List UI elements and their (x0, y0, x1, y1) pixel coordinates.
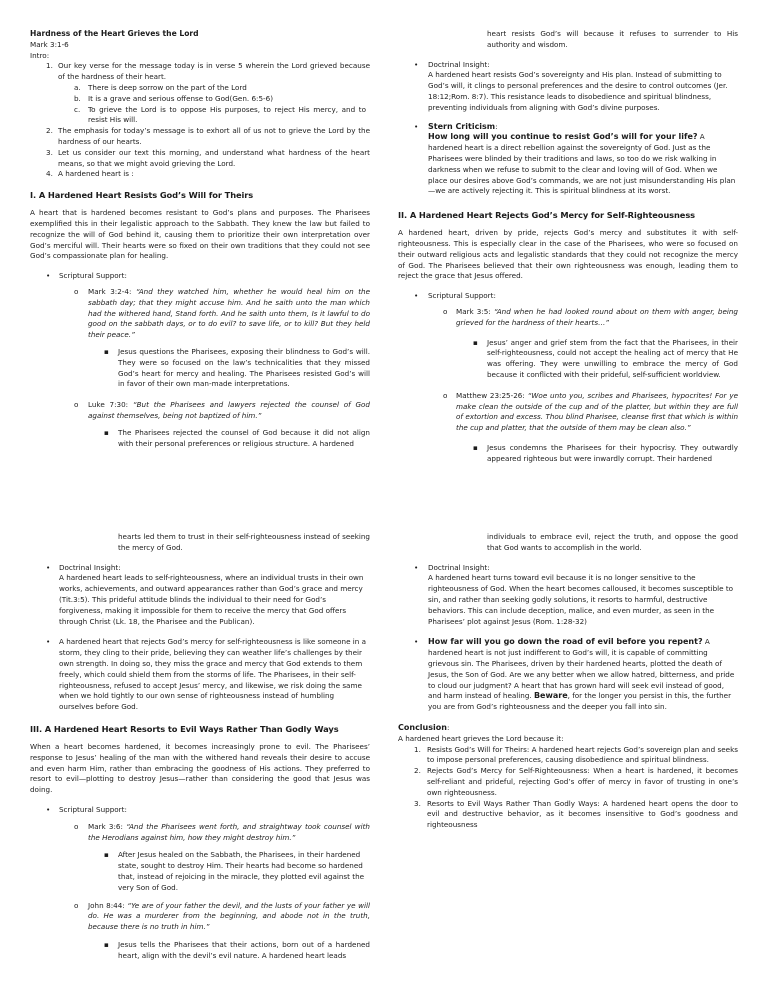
verse-note: ▪ Jesus tells the Pharisees that their actions, born out of a hardened heart, align with the devil’s evil nature. A hardened heart leads (104, 939, 370, 960)
square-bullet-icon: ▪ (473, 337, 478, 347)
verse-note: ▪ Jesus’ anger and grief stem from the fact that the Pharisees, in their self-righteousness, could not accept the healing act of mercy that He was offering. They were unwilling to embrace the mercy of God because it conflicted with their prideful, self-sufficient worldview. (473, 337, 738, 379)
circle-bullet-icon: o (74, 821, 79, 831)
intro-subitem: c. To grieve the Lord is to oppose His purposes, to reject His mercy, and to resist His will. (74, 104, 366, 125)
conclusion-heading: Conclusion: (398, 722, 450, 732)
doctrinal-insight-bullet: • Doctrinal Insight: A hardened heart resists God’s sovereignty and His plan. Instead of submitting to God’s will, it clings to personal preferences and the desire to control outcomes (Jer. 18:12;Rom. 8:7). This resistance leads to disobedience and spiritual blindness, preventing individuals from aligning with God’s divine purposes. (414, 59, 728, 112)
intro-item: 3. Let us consider our text this morning, and understand what hardness of the heart means, so that we might avoid grieving the Lord. (46, 147, 370, 168)
intro-label: Intro: (30, 50, 50, 60)
continued-text: heart resists God’s will because it refuses to surrender to His authority and wisdom. (487, 29, 738, 49)
conclusion-item: 2. Rejects God’s Mercy for Self-Righteousness: When a heart is hardened, it becomes self-reliant and prideful, rejecting God’s offer of mercy in favor of trusting in one’s own righteousness. (414, 766, 738, 797)
square-bullet-icon: ▪ (104, 939, 109, 949)
circle-bullet-icon: o (74, 286, 79, 296)
continued-text: individuals to embrace evil, reject the truth, and oppose the good that God wants to accomplish in the world. (487, 532, 738, 552)
doctrinal-insight-bullet: • Doctrinal Insight: A hardened heart turns toward evil because it is no longer sensitive to the righteousness of God. When the heart becomes calloused, it becomes susceptible to sin, and rather than seeking godly solutions, it resorts to harmful, destructive behaviors. This can include deception, malice, and even murder, as seen in the Pharisees’ plot against Jesus (Rom. 1:28-32) (414, 562, 734, 626)
verse-note: ▪ Jesus condemns the Pharisees for their hypocrisy. They outwardly appeared righteous but were inwardly corrupt. Their hardened (473, 442, 738, 463)
bullet-icon: • (46, 271, 51, 281)
square-bullet-icon: ▪ (104, 850, 109, 860)
bullet-icon: • (46, 637, 51, 647)
bullet-icon: • (414, 562, 419, 572)
square-bullet-icon: ▪ (473, 442, 478, 452)
conclusion-list (398, 745, 738, 831)
verse-item: o Luke 7:30: “But the Pharisees and lawyers rejected the counsel of God against themselves, being not baptized of him.” (74, 400, 370, 420)
intro-item: 1. Our key verse for the message today is in verse 5 wherein the Lord grieved because of the hardness of their heart. a. There is deep sorrow on the part of the Lord b. It is a grave and serious offense to God(Gen. 6:5-6) c. To grieve the Lord is to oppose His purposes, to reject His mercy, and to resist His will. (46, 61, 370, 125)
square-bullet-icon: ▪ (104, 346, 109, 356)
section-2-paragraph: A hardened heart, driven by pride, rejects God’s mercy and substitutes it with self-righteousness. This is especially clear in the case of the Pharisees, who were so focused on their outward religious acts and legalistic standards that they could not recognize the mercy of God. The Pharisees believed that their own righteousness was enough, leading them to reject the grace that Jesus offered. (398, 228, 738, 281)
bullet-icon: • (414, 637, 419, 647)
circle-bullet-icon: o (443, 306, 448, 316)
page1-right-column (398, 29, 738, 465)
verse-item: o Mark 3:2-4: “And they watched him, whether he would heal him on the sabbath day; that they might accuse him. And he saith unto the man which had the withered hand, Stand forth. And he saith unto them, Is it lawful to do good on the sabbath days, or to do evil? to save life, or to kill? But they held their peace.” (74, 286, 370, 340)
intro-list (30, 61, 370, 180)
verse-item: o Mark 3:6: “And the Pharisees went forth, and straightway took counsel with the Herodians against him, how they might destroy him.” (74, 821, 370, 842)
page2-left-column (30, 532, 370, 962)
section-1-paragraph: A heart that is hardened becomes resistant to God’s plans and purposes. The Pharisees exemplified this in their legalistic approach to the Sabbath. They knew the law but failed to recognize the will of God behind it, causing them to prioritize their own interpretation over God’s merciful will. Their hearts were so fixed on their own traditions that they could not see God’s compassionate plan for healing. (30, 208, 370, 261)
how-far-bullet: • How far will you go down the road of evil before you repent? A hardened heart is not just indifferent to God’s will, it is capable of committing grievous sin. The Pharisees, driven by their hardened hearts, plotted the death of Jesus, the Son of God. Are we any better when we allow hatred, bitterness, and pride to cloud our judgment? A heart that has grown hard will seek evil instead of good, and harm instead of healing. Beware, for the longer you persist in this, the further you are from God’s righteousness and the deeper you fall into sin. (414, 637, 735, 712)
section-3-heading: III. A Hardened Heart Resorts to Evil Ways Rather Than Godly Ways (30, 723, 339, 734)
doctrinal-insight-bullet: • Doctrinal Insight: A hardened heart leads to self-righteousness, where an individual trusts in their own works, achievements, and outward appearances rather than God’s grace and mercy (Tit.3:5). This prideful attitude blinds the individual to their need for God’s forgiveness, making it impossible for them to receive the mercy that God offers through Christ (Lk. 18, the Pharisee and the Publican). (46, 562, 364, 626)
circle-bullet-icon: o (74, 900, 79, 910)
conclusion-item: 3. Resorts to Evil Ways Rather Than Godly Ways: A hardened heart opens the door to evil and destructive behavior, as it becomes insensitive to God’s goodness and righteousness (414, 798, 738, 830)
intro-subitem: b. It is a grave and serious offense to God(Gen. 6:5-6) (74, 93, 273, 103)
storm-illustration-bullet: • A hardened heart that rejects God’s mercy for self-righteousness is like someone in a storm, they cling to their pride, believing they can weather life’s challenges by their own strength. In doing so, they miss the grace and mercy that God extends to them freely, which could shield them from the storms of life. The Pharisees, in their self-righteousness, refused to accept Jesus’ mercy, and likewise, we risk doing the same when we hold tightly to our own sense of righteousness instead of humbling ourselves before God. (46, 637, 367, 712)
verse-note: ▪ After Jesus healed on the Sabbath, the Pharisees, in their hardened state, sought to destroy Him. Their hearts had become so hardened that, instead of rejoicing in the miracle, they plotted evil against the very Son of God. (104, 850, 365, 892)
intro-item: 4. A hardened heart is : (46, 169, 134, 179)
conclusion-item: 1. Resists God’s Will for Theirs: A hardened heart rejects God’s sovereign plan and seeks to impose personal preferences, causing disobedience and spiritual blindness. (414, 744, 738, 765)
stern-criticism-bullet: • Stern Criticism: How long will you continue to resist God’s will for your life? A hardened heart is a direct rebellion against the sovereignty of God. Just as the Pharisees were blinded by their traditions and laws, so too do we risk walking in darkness when we refuse to submit to the clear and loving will of God. When we place our desires above God’s commands, we are not just misunderstanding His plan—we are actively rejecting it. This is spiritual blindness at its worst. (414, 121, 736, 196)
intro-subitem: a. There is deep sorrow on the part of the Lord (74, 82, 247, 92)
verse-item: o Matthew 23:25-26: “Woe unto you, scribes and Pharisees, hypocrites! For ye make clean the outside of the cup and of the platter, but within they are full of extortion and excess. Thou blind Pharisee, cleanse first that which is within the cup and platter, that the outside of them may be clean also.” (443, 390, 738, 433)
circle-bullet-icon: o (74, 400, 79, 410)
bullet-icon: • (414, 291, 419, 301)
verse-note: ▪ The Pharisees rejected the counsel of God because it did not align with their personal preferences or religious structure. A hardened (104, 427, 370, 448)
page2-right-column (398, 532, 738, 831)
bullet-icon: • (46, 804, 51, 814)
bullet-icon: • (46, 562, 51, 572)
scriptural-support-bullet: • Scriptural Support: (46, 804, 127, 814)
verse-item: o John 8:44: “Ye are of your father the devil, and the lusts of your father ye will do. He was a murderer from the beginning, and abode not in the truth, because there is no truth in him.” (74, 900, 370, 932)
intro-item: 2. The emphasis for today’s message is to exhort all of us not to grieve the Lord by the hardness of our hearts. (46, 126, 370, 146)
scriptural-support-bullet: • Scriptural Support: (414, 291, 496, 301)
section-2-heading: II. A Hardened Heart Rejects God’s Mercy for Self-Righteousness (398, 210, 695, 221)
section-3-paragraph: When a heart becomes hardened, it becomes increasingly prone to evil. The Pharisees’ response to Jesus’ healing of the man with the withered hand reveals their desire to accuse and even harm Him, rather than embracing the goodness of His actions. They preferred to resort to evil—plotting to destroy Jesus—rather than considering the good that Jesus was doing. (30, 741, 370, 795)
bullet-icon: • (414, 59, 419, 69)
section-1-heading: I. A Hardened Heart Resists God’s Will for Theirs (30, 190, 254, 201)
sermon-title: Hardness of the Heart Grieves the Lord (30, 29, 199, 38)
conclusion-intro: A hardened heart grieves the Lord because it: (398, 733, 564, 743)
circle-bullet-icon: o (443, 390, 448, 400)
verse-item: o Mark 3:5: “And when he had looked round about on them with anger, being grieved for the hardness of their hearts…” (443, 306, 738, 327)
scripture-reference: Mark 3:1-6 (30, 39, 69, 49)
square-bullet-icon: ▪ (104, 427, 109, 437)
verse-note: ▪ Jesus questions the Pharisees, exposing their blindness to God’s will. They were so focused on the law’s technicalities that they missed God’s heart for mercy and healing. The Pharisees resisted God’s will in favor of their own man-made interpretations. (104, 346, 370, 389)
page1-left-column (30, 29, 370, 449)
page-2 (0, 503, 768, 1006)
continued-text: hearts led them to trust in their self-righteousness instead of seeking the mercy of God. (118, 532, 370, 552)
bullet-icon: • (414, 121, 419, 131)
intro-sublist (58, 83, 370, 126)
scriptural-support-bullet: • Scriptural Support: (46, 271, 127, 281)
